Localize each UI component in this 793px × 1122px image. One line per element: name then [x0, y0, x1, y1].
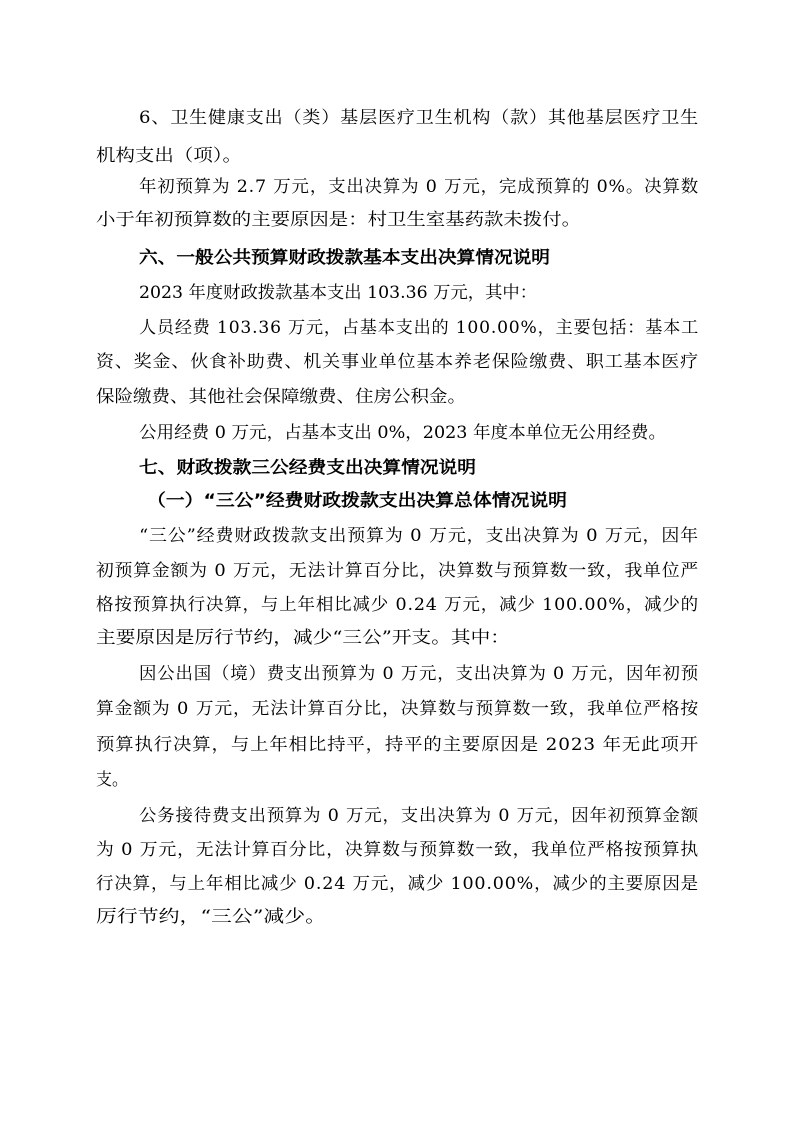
subsection-heading: [0, 486, 793, 516]
line-text: 厉行节约，“三公”减少。: [96, 907, 327, 927]
paragraph-line: [0, 521, 793, 551]
line-text: 年初预算为 2.7 万元，支出决算为 0 万元，完成预算的 0%。决算数: [139, 177, 699, 197]
paragraph-line: [0, 382, 793, 412]
line-text: 机构支出（项）。: [96, 146, 243, 166]
paragraph-line: [0, 141, 793, 171]
paragraph-line: [0, 623, 793, 653]
line-text: 小于年初预算数的主要原因是：村卫生室基药款未拨付。: [96, 210, 582, 230]
paragraph-line: [0, 869, 793, 899]
line-text: 公用经费 0 万元，占基本支出 0%，2023 年度本单位无公用经费。: [139, 423, 667, 443]
paragraph-line: [0, 902, 793, 932]
section-heading: [0, 453, 793, 483]
line-text: 2023 年度财政拨款基本支出 103.36 万元，其中：: [139, 283, 538, 303]
line-text: 为 0 万元，无法计算百分比，决算数与预算数一致，我单位严格按预算执: [96, 840, 700, 860]
paragraph-line: [0, 347, 793, 377]
paragraph-line: [0, 835, 793, 865]
paragraph-line: [0, 103, 793, 133]
paragraph-line: [0, 659, 793, 689]
line-text: 主要原因是厉行节约，减少“三公”开支。其中：: [96, 628, 511, 648]
paragraph-line: [0, 205, 793, 235]
paragraph-line: [0, 313, 793, 343]
paragraph-line: [0, 278, 793, 308]
paragraph-line: [0, 765, 793, 795]
line-text: 算金额为 0 万元，无法计算百分比，决算数与预算数一致，我单位严格按: [96, 699, 700, 719]
line-text: 因公出国（境）费支出预算为 0 万元，支出决算为 0 万元，因年初预: [139, 664, 700, 684]
paragraph-line: [0, 172, 793, 202]
paragraph-line: [0, 694, 793, 724]
paragraph-line: [0, 556, 793, 586]
line-text: 行决算，与上年相比减少 0.24 万元，减少 100.00%，减少的主要原因是: [96, 874, 700, 894]
heading-text: 七、财政拨款三公经费支出决算情况说明: [139, 458, 476, 478]
paragraph-line: [0, 801, 793, 831]
line-text: 公务接待费支出预算为 0 万元，支出决算为 0 万元，因年初预算金额: [139, 806, 700, 826]
section-heading: [0, 243, 793, 273]
line-text: 初预算金额为 0 万元，无法计算百分比，决算数与预算数一致，我单位严: [96, 561, 700, 581]
paragraph-line: [0, 590, 793, 620]
line-text: 支。: [96, 770, 129, 790]
heading-text: （一）“三公”经费财政拨款支出决算总体情况说明: [147, 491, 567, 511]
paragraph-line: [0, 730, 793, 760]
line-text: 格按预算执行决算，与上年相比减少 0.24 万元，减少 100.00%，减少的: [96, 595, 700, 615]
line-text: 预算执行决算，与上年相比持平，持平的主要原因是 2023 年无此项开: [96, 735, 699, 755]
line-text: 人员经费 103.36 万元，占基本支出的 100.00%，主要包括：基本工: [139, 318, 700, 338]
line-text: 资、奖金、伙食补助费、机关事业单位基本养老保险缴费、职工基本医疗: [96, 352, 699, 372]
paragraph-line: [0, 418, 793, 448]
line-text: 6、卫生健康支出（类）基层医疗卫生机构（款）其他基层医疗卫生: [139, 108, 700, 128]
line-text: “三公”经费财政拨款支出预算为 0 万元，支出决算为 0 万元，因年: [139, 526, 699, 546]
line-text: 保险缴费、其他社会保障缴费、住房公积金。: [96, 387, 466, 407]
heading-text: 六、一般公共预算财政拨款基本支出决算情况说明: [139, 248, 550, 268]
